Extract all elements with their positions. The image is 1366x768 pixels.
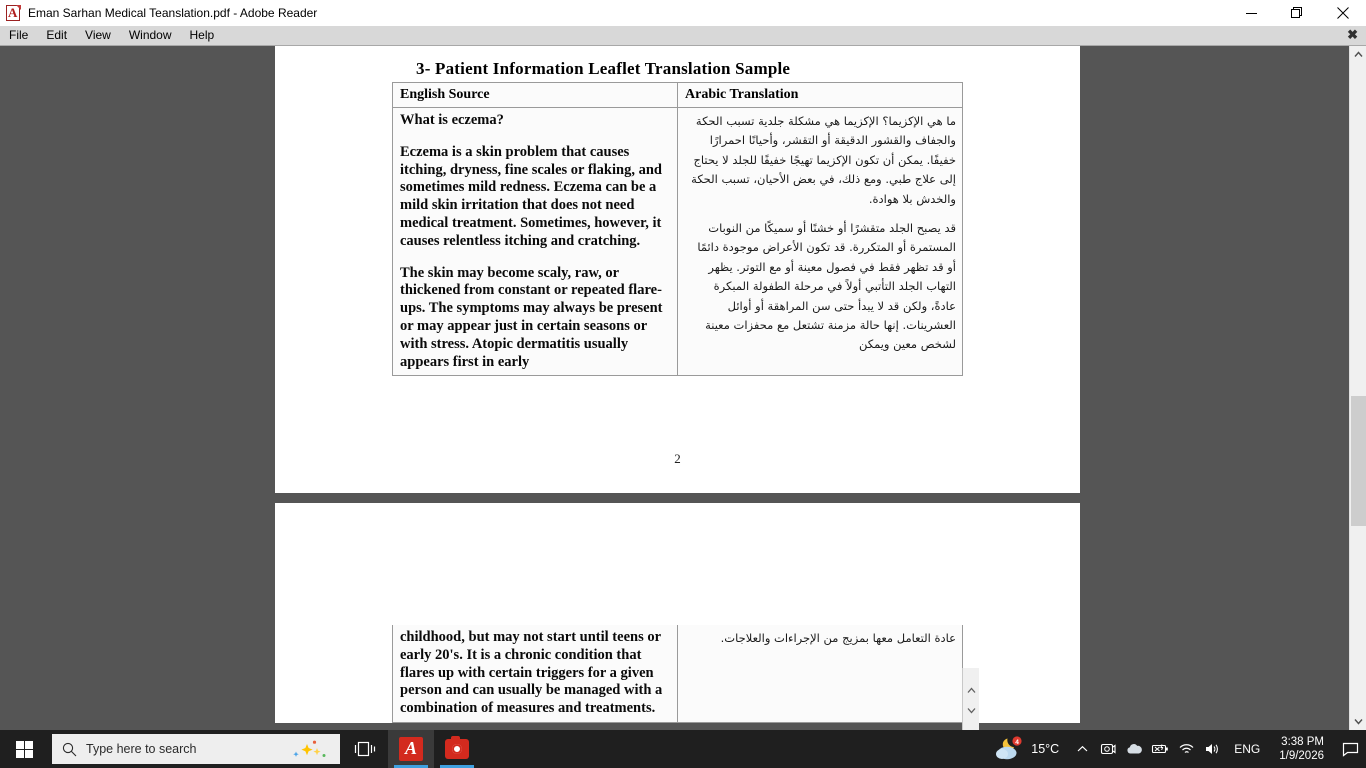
action-center-button[interactable] [1334,730,1366,768]
document-heading: 3- Patient Information Leaflet Translation Sample [416,59,791,78]
menu-item-window[interactable]: Window [128,28,172,42]
pdf-page-2 [275,503,1080,723]
page-number: 2 [674,451,681,466]
search-icon [62,742,77,757]
english-paragraph: Eczema is a skin problem that causes itching, dryness, fine scales or flaking, and sometimes mild redness. Eczema can be a mild skin irritation that does not need medical treatment. Sometimes, however, it causes relentless itching and cratching. [400,143,662,249]
pdf-page-container [0,46,1349,730]
english-paragraph: What is eczema? [400,112,504,128]
language-indicator[interactable]: ENG [1234,742,1261,756]
windows-taskbar [0,730,1366,768]
english-paragraph: The skin may become scaly, raw, or thickened from constant or repeated flare-ups. The symptoms may always be present or may appear just in certain seasons or with stress. Atopic dermatitis usually appears first in early [400,264,663,370]
battery-tray-icon[interactable] [1147,730,1173,768]
column-header-arabic: Arabic Translation [678,83,963,108]
pdf-document-icon: A [5,5,22,22]
start-button[interactable] [0,730,48,768]
english-source-cell [393,108,678,376]
wifi-icon [1178,743,1195,756]
clock-time: 3:38 PM [1281,736,1324,748]
taskbar-app-adobe-reader[interactable] [388,730,434,768]
clock-date: 1/9/2026 [1279,750,1324,762]
menu-bar [0,26,1366,46]
minimize-button[interactable] [1228,0,1274,26]
table-row [393,108,963,376]
webcam-tray-icon[interactable] [1095,730,1121,768]
vertical-scrollbar[interactable] [1349,46,1366,730]
notification-icon [1342,742,1359,757]
camera-icon [445,739,469,759]
system-tray [988,730,1366,768]
scrollbar-thumb[interactable] [1351,396,1366,526]
weather-temperature: 15°C [1031,742,1060,756]
secondary-scroll-up-button[interactable] [963,682,979,699]
webcam-icon [1100,742,1116,756]
show-hidden-icons-button[interactable] [1069,730,1095,768]
scroll-down-button[interactable] [1350,713,1366,730]
english-source-cell [393,625,678,722]
search-placeholder: Type here to search [86,742,197,756]
menu-item-help[interactable]: Help [189,28,215,42]
network-tray-icon[interactable] [1173,730,1199,768]
task-view-icon [354,740,376,758]
weather-widget[interactable] [988,730,1069,768]
battery-icon [1151,743,1169,755]
pdf-page-1 [275,46,1080,493]
secondary-scrollbar[interactable] [962,668,979,730]
window-title: Eman Sarhan Medical Teanslation.pdf - Adobe Reader [28,6,318,20]
table-header-row [393,83,963,108]
restore-button[interactable] [1274,0,1320,26]
speaker-icon [1204,742,1221,756]
english-paragraph: childhood, but may not start until teens or early 20's. It is a chronic condition that flares up with certain triggers for a given person and can usually be managed with a combination of measures and treatments. [400,629,663,717]
window-controls [1228,0,1366,26]
menu-item-file[interactable]: File [9,28,29,42]
column-header-english: English Source [393,83,678,108]
translation-table-continued [392,625,963,723]
arabic-translation-cell [678,625,963,722]
table-row [393,625,963,722]
close-button[interactable] [1320,0,1366,26]
windows-logo-icon [16,741,33,758]
moon-cloud-icon [994,736,1024,762]
adobe-reader-icon [399,737,423,761]
secondary-scroll-down-button[interactable] [963,702,979,719]
svg-text:4: 4 [1015,739,1020,747]
translation-table [392,82,963,376]
taskbar-clock[interactable] [1269,730,1334,768]
close-document-icon[interactable]: ✖ [1347,27,1358,42]
arabic-paragraph: قد يصبح الجلد متقشرًا أو خشنًا أو سميكًا من النوبات المستمرة أو المتكررة. قد تكون الأعراض موجودة دائمًا أو قد تظهر فقط في فصول معينة أو مع التوتر. يظهر التهاب الجلد التأتبي أولاً في مرحلة الطفولة المبكرة عادةً، ولكن قد لا يبدأ حتى سن المراهقة أو أوائل العشرينات. إنها حالة مزمنة تشتعل مع محفزات معينة لشخص معين ويمكن [697,221,956,352]
task-view-button[interactable] [342,730,388,768]
arabic-translation-cell [678,108,963,376]
menu-item-view[interactable]: View [85,28,111,42]
arabic-paragraph: ما هي الإكزيما؟ الإكزيما هي مشكلة جلدية تسبب الحكة والجفاف والقشور الدقيقة أو التقشر، وأحيانًا احمرارًا خفيفًا. يمكن أن تكون الإكزيما تهيجًا خفيفًا للجلد لا يحتاج إلى علاج طبي. ومع ذلك، في بعض الأحيان، تسبب الحكة والخدش بلا هوادة. [691,114,956,206]
volume-tray-icon[interactable] [1199,730,1225,768]
arabic-paragraph: عادة التعامل معها بمزيج من الإجراءات والعلاجات. [720,631,956,645]
onedrive-tray-icon[interactable] [1121,730,1147,768]
title-bar [0,0,1366,26]
cloud-icon [1126,743,1143,755]
search-input[interactable] [52,734,340,764]
scroll-up-button[interactable] [1350,46,1366,63]
pdf-viewer [0,46,1366,730]
chevron-up-icon [1077,745,1088,753]
sparkle-icon [276,737,332,761]
menu-item-edit[interactable]: Edit [46,28,68,42]
taskbar-app-screenshot-tool[interactable] [434,730,480,768]
